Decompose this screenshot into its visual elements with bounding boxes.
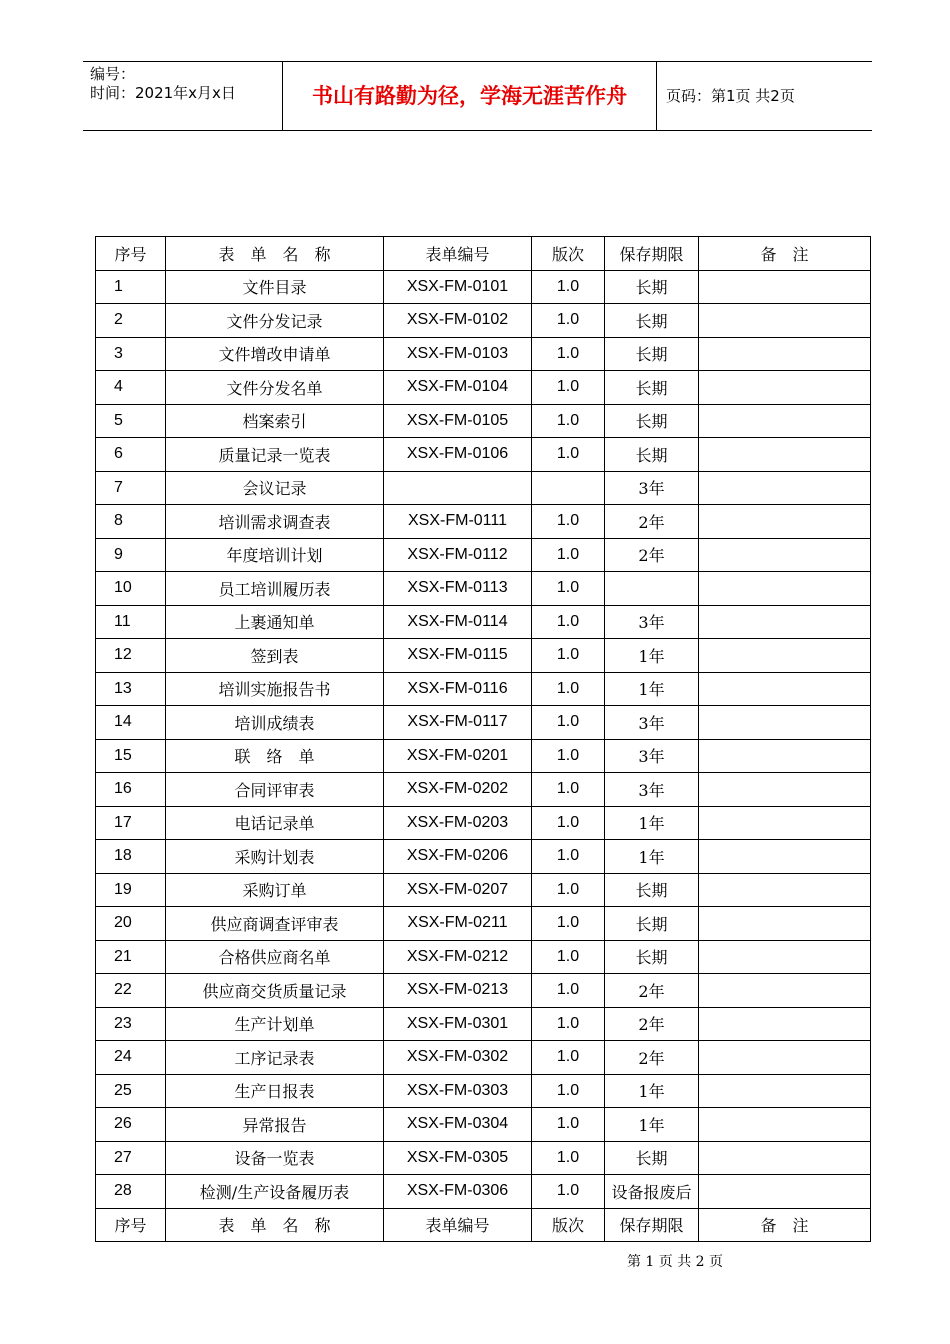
table-row bbox=[96, 773, 871, 807]
form-version: 1.0 bbox=[532, 806, 605, 840]
form-code: XSX-FM-0114 bbox=[384, 605, 532, 639]
form-name: 供应商调查评审表 bbox=[166, 907, 384, 941]
column-header-remarks: 备 注 bbox=[699, 237, 871, 271]
form-version: 1.0 bbox=[532, 304, 605, 338]
table-row bbox=[96, 1074, 871, 1108]
row-number: 2 bbox=[96, 304, 166, 338]
form-code: XSX-FM-0105 bbox=[384, 404, 532, 438]
row-number: 15 bbox=[96, 739, 166, 773]
table-row bbox=[96, 806, 871, 840]
retention-period: 2年 bbox=[605, 974, 699, 1008]
form-version: 1.0 bbox=[532, 672, 605, 706]
form-version: 1.0 bbox=[532, 773, 605, 807]
row-number: 3 bbox=[96, 337, 166, 371]
row-number: 11 bbox=[96, 605, 166, 639]
remarks bbox=[699, 639, 871, 673]
form-name: 员工培训履历表 bbox=[166, 572, 384, 606]
form-code: XSX-FM-0116 bbox=[384, 672, 532, 706]
table-row bbox=[96, 1108, 871, 1142]
form-version: 1.0 bbox=[532, 1074, 605, 1108]
document-number-label: 编号： bbox=[90, 65, 136, 83]
remarks bbox=[699, 404, 871, 438]
retention-period: 长期 bbox=[605, 404, 699, 438]
form-version: 1.0 bbox=[532, 371, 605, 405]
form-name: 联 络 单 bbox=[166, 739, 384, 773]
form-version: 1.0 bbox=[532, 1108, 605, 1142]
form-name: 采购计划表 bbox=[166, 840, 384, 874]
remarks bbox=[699, 739, 871, 773]
retention-period: 3年 bbox=[605, 773, 699, 807]
row-number: 16 bbox=[96, 773, 166, 807]
form-version: 1.0 bbox=[532, 572, 605, 606]
retention-period: 3年 bbox=[605, 605, 699, 639]
table-row bbox=[96, 873, 871, 907]
row-number: 7 bbox=[96, 471, 166, 505]
form-code: XSX-FM-0111 bbox=[384, 505, 532, 539]
row-number: 8 bbox=[96, 505, 166, 539]
table-row bbox=[96, 940, 871, 974]
form-code: XSX-FM-0117 bbox=[384, 706, 532, 740]
form-name: 工序记录表 bbox=[166, 1041, 384, 1075]
form-code: XSX-FM-0211 bbox=[384, 907, 532, 941]
form-code: XSX-FM-0101 bbox=[384, 270, 532, 304]
retention-period: 2年 bbox=[605, 538, 699, 572]
form-name: 培训实施报告书 bbox=[166, 672, 384, 706]
row-number: 27 bbox=[96, 1141, 166, 1175]
column-header-code: 表单编号 bbox=[384, 1208, 532, 1242]
table-row bbox=[96, 371, 871, 405]
table-row bbox=[96, 605, 871, 639]
form-code bbox=[384, 471, 532, 505]
retention-period: 3年 bbox=[605, 471, 699, 505]
page-header bbox=[83, 61, 872, 131]
retention-period: 长期 bbox=[605, 270, 699, 304]
retention-period: 1年 bbox=[605, 840, 699, 874]
form-version: 1.0 bbox=[532, 706, 605, 740]
remarks bbox=[699, 1175, 871, 1209]
form-name: 设备一览表 bbox=[166, 1141, 384, 1175]
remarks bbox=[699, 672, 871, 706]
row-number: 5 bbox=[96, 404, 166, 438]
retention-period: 长期 bbox=[605, 907, 699, 941]
form-version: 1.0 bbox=[532, 1007, 605, 1041]
form-version: 1.0 bbox=[532, 873, 605, 907]
form-code: XSX-FM-0301 bbox=[384, 1007, 532, 1041]
row-number: 21 bbox=[96, 940, 166, 974]
retention-period: 设备报废后 bbox=[605, 1175, 699, 1209]
form-version bbox=[532, 471, 605, 505]
table-row bbox=[96, 1007, 871, 1041]
retention-period: 长期 bbox=[605, 1141, 699, 1175]
form-name: 生产计划单 bbox=[166, 1007, 384, 1041]
form-name: 文件目录 bbox=[166, 270, 384, 304]
form-code: XSX-FM-0206 bbox=[384, 840, 532, 874]
form-name: 培训需求调查表 bbox=[166, 505, 384, 539]
row-number: 20 bbox=[96, 907, 166, 941]
row-number: 25 bbox=[96, 1074, 166, 1108]
row-number: 28 bbox=[96, 1175, 166, 1209]
form-version: 1.0 bbox=[532, 639, 605, 673]
form-code: XSX-FM-0104 bbox=[384, 371, 532, 405]
table-body bbox=[96, 237, 871, 1242]
table-header-row bbox=[96, 237, 871, 271]
form-code: XSX-FM-0106 bbox=[384, 438, 532, 472]
table-row bbox=[96, 907, 871, 941]
form-name: 文件增改申请单 bbox=[166, 337, 384, 371]
retention-period: 1年 bbox=[605, 672, 699, 706]
row-number: 13 bbox=[96, 672, 166, 706]
row-number: 4 bbox=[96, 371, 166, 405]
column-header-code: 表单编号 bbox=[384, 237, 532, 271]
table-row bbox=[96, 739, 871, 773]
form-version: 1.0 bbox=[532, 739, 605, 773]
form-code: XSX-FM-0201 bbox=[384, 739, 532, 773]
table-row bbox=[96, 270, 871, 304]
remarks bbox=[699, 505, 871, 539]
form-code: XSX-FM-0115 bbox=[384, 639, 532, 673]
form-code: XSX-FM-0212 bbox=[384, 940, 532, 974]
remarks bbox=[699, 1041, 871, 1075]
form-code: XSX-FM-0203 bbox=[384, 806, 532, 840]
column-header-version: 版次 bbox=[532, 237, 605, 271]
form-version: 1.0 bbox=[532, 505, 605, 539]
remarks bbox=[699, 438, 871, 472]
footer-page-number: 第 1 页 共 2 页 bbox=[626, 1254, 724, 1270]
form-code: XSX-FM-0103 bbox=[384, 337, 532, 371]
column-header-retention: 保存期限 bbox=[605, 1208, 699, 1242]
form-version: 1.0 bbox=[532, 404, 605, 438]
retention-period: 3年 bbox=[605, 706, 699, 740]
retention-period: 长期 bbox=[605, 304, 699, 338]
remarks bbox=[699, 940, 871, 974]
form-name: 上裹通知单 bbox=[166, 605, 384, 639]
table-row bbox=[96, 304, 871, 338]
page-footer bbox=[0, 1251, 950, 1271]
table-row bbox=[96, 538, 871, 572]
form-code: XSX-FM-0102 bbox=[384, 304, 532, 338]
table-row bbox=[96, 505, 871, 539]
form-name: 年度培训计划 bbox=[166, 538, 384, 572]
form-name: 档案索引 bbox=[166, 404, 384, 438]
row-number: 9 bbox=[96, 538, 166, 572]
column-header-name: 表 单 名 称 bbox=[166, 1208, 384, 1242]
retention-period: 2年 bbox=[605, 1007, 699, 1041]
table-row bbox=[96, 471, 871, 505]
row-number: 26 bbox=[96, 1108, 166, 1142]
retention-period: 3年 bbox=[605, 739, 699, 773]
retention-period: 长期 bbox=[605, 940, 699, 974]
remarks bbox=[699, 1074, 871, 1108]
table-footer-header-row bbox=[96, 1208, 871, 1242]
table-row bbox=[96, 639, 871, 673]
document-time-label: 时间：2021年x月x日 bbox=[90, 84, 236, 102]
remarks bbox=[699, 270, 871, 304]
form-version: 1.0 bbox=[532, 974, 605, 1008]
form-name: 会议记录 bbox=[166, 471, 384, 505]
table-row bbox=[96, 572, 871, 606]
remarks bbox=[699, 873, 871, 907]
form-code: XSX-FM-0207 bbox=[384, 873, 532, 907]
form-version: 1.0 bbox=[532, 337, 605, 371]
column-header-name: 表 单 名 称 bbox=[166, 237, 384, 271]
form-name: 合格供应商名单 bbox=[166, 940, 384, 974]
form-version: 1.0 bbox=[532, 940, 605, 974]
form-code: XSX-FM-0112 bbox=[384, 538, 532, 572]
form-version: 1.0 bbox=[532, 1141, 605, 1175]
column-header-number: 序号 bbox=[96, 237, 166, 271]
table-row bbox=[96, 438, 871, 472]
retention-period: 1年 bbox=[605, 1108, 699, 1142]
retention-period: 1年 bbox=[605, 806, 699, 840]
form-code: XSX-FM-0202 bbox=[384, 773, 532, 807]
row-number: 23 bbox=[96, 1007, 166, 1041]
remarks bbox=[699, 974, 871, 1008]
remarks bbox=[699, 1108, 871, 1142]
remarks bbox=[699, 538, 871, 572]
form-name: 合同评审表 bbox=[166, 773, 384, 807]
row-number: 19 bbox=[96, 873, 166, 907]
table-row bbox=[96, 337, 871, 371]
column-header-retention: 保存期限 bbox=[605, 237, 699, 271]
form-name: 培训成绩表 bbox=[166, 706, 384, 740]
retention-period: 2年 bbox=[605, 505, 699, 539]
table-row bbox=[96, 1141, 871, 1175]
form-version: 1.0 bbox=[532, 840, 605, 874]
retention-period: 长期 bbox=[605, 873, 699, 907]
remarks bbox=[699, 1007, 871, 1041]
remarks bbox=[699, 471, 871, 505]
form-name: 质量记录一览表 bbox=[166, 438, 384, 472]
remarks bbox=[699, 337, 871, 371]
form-name: 电话记录单 bbox=[166, 806, 384, 840]
remarks bbox=[699, 706, 871, 740]
form-name: 文件分发名单 bbox=[166, 371, 384, 405]
form-name: 供应商交货质量记录 bbox=[166, 974, 384, 1008]
form-code: XSX-FM-0303 bbox=[384, 1074, 532, 1108]
header-motto: 书山有路勤为径，学海无涯苦作舟 bbox=[283, 62, 657, 130]
header-page-info: 页码：第1页 共2页 bbox=[666, 87, 795, 105]
column-header-number: 序号 bbox=[96, 1208, 166, 1242]
form-code: XSX-FM-0305 bbox=[384, 1141, 532, 1175]
table-row bbox=[96, 840, 871, 874]
form-code: XSX-FM-0302 bbox=[384, 1041, 532, 1075]
form-version: 1.0 bbox=[532, 438, 605, 472]
table-row bbox=[96, 404, 871, 438]
retention-period: 1年 bbox=[605, 1074, 699, 1108]
form-name: 采购订单 bbox=[166, 873, 384, 907]
form-code: XSX-FM-0113 bbox=[384, 572, 532, 606]
form-name: 签到表 bbox=[166, 639, 384, 673]
header-left-cell bbox=[83, 62, 283, 130]
row-number: 18 bbox=[96, 840, 166, 874]
form-version: 1.0 bbox=[532, 538, 605, 572]
form-name: 异常报告 bbox=[166, 1108, 384, 1142]
table-row bbox=[96, 974, 871, 1008]
retention-period: 2年 bbox=[605, 1041, 699, 1075]
row-number: 14 bbox=[96, 706, 166, 740]
row-number: 12 bbox=[96, 639, 166, 673]
remarks bbox=[699, 304, 871, 338]
row-number: 10 bbox=[96, 572, 166, 606]
column-header-version: 版次 bbox=[532, 1208, 605, 1242]
row-number: 22 bbox=[96, 974, 166, 1008]
row-number: 17 bbox=[96, 806, 166, 840]
form-name: 生产日报表 bbox=[166, 1074, 384, 1108]
retention-period bbox=[605, 572, 699, 606]
remarks bbox=[699, 1141, 871, 1175]
table-row bbox=[96, 672, 871, 706]
form-version: 1.0 bbox=[532, 1175, 605, 1209]
row-number: 24 bbox=[96, 1041, 166, 1075]
form-version: 1.0 bbox=[532, 907, 605, 941]
row-number: 6 bbox=[96, 438, 166, 472]
remarks bbox=[699, 806, 871, 840]
retention-period: 长期 bbox=[605, 371, 699, 405]
remarks bbox=[699, 371, 871, 405]
table-row bbox=[96, 1175, 871, 1209]
form-version: 1.0 bbox=[532, 1041, 605, 1075]
form-name: 文件分发记录 bbox=[166, 304, 384, 338]
form-name: 检测/生产设备履历表 bbox=[166, 1175, 384, 1209]
form-version: 1.0 bbox=[532, 270, 605, 304]
remarks bbox=[699, 840, 871, 874]
form-list-table bbox=[95, 236, 871, 1242]
remarks bbox=[699, 605, 871, 639]
row-number: 1 bbox=[96, 270, 166, 304]
form-code: XSX-FM-0306 bbox=[384, 1175, 532, 1209]
remarks bbox=[699, 773, 871, 807]
form-code: XSX-FM-0213 bbox=[384, 974, 532, 1008]
table-row bbox=[96, 1041, 871, 1075]
retention-period: 长期 bbox=[605, 337, 699, 371]
remarks bbox=[699, 572, 871, 606]
form-code: XSX-FM-0304 bbox=[384, 1108, 532, 1142]
form-version: 1.0 bbox=[532, 605, 605, 639]
column-header-remarks: 备 注 bbox=[699, 1208, 871, 1242]
remarks bbox=[699, 907, 871, 941]
retention-period: 1年 bbox=[605, 639, 699, 673]
table-row bbox=[96, 706, 871, 740]
retention-period: 长期 bbox=[605, 438, 699, 472]
